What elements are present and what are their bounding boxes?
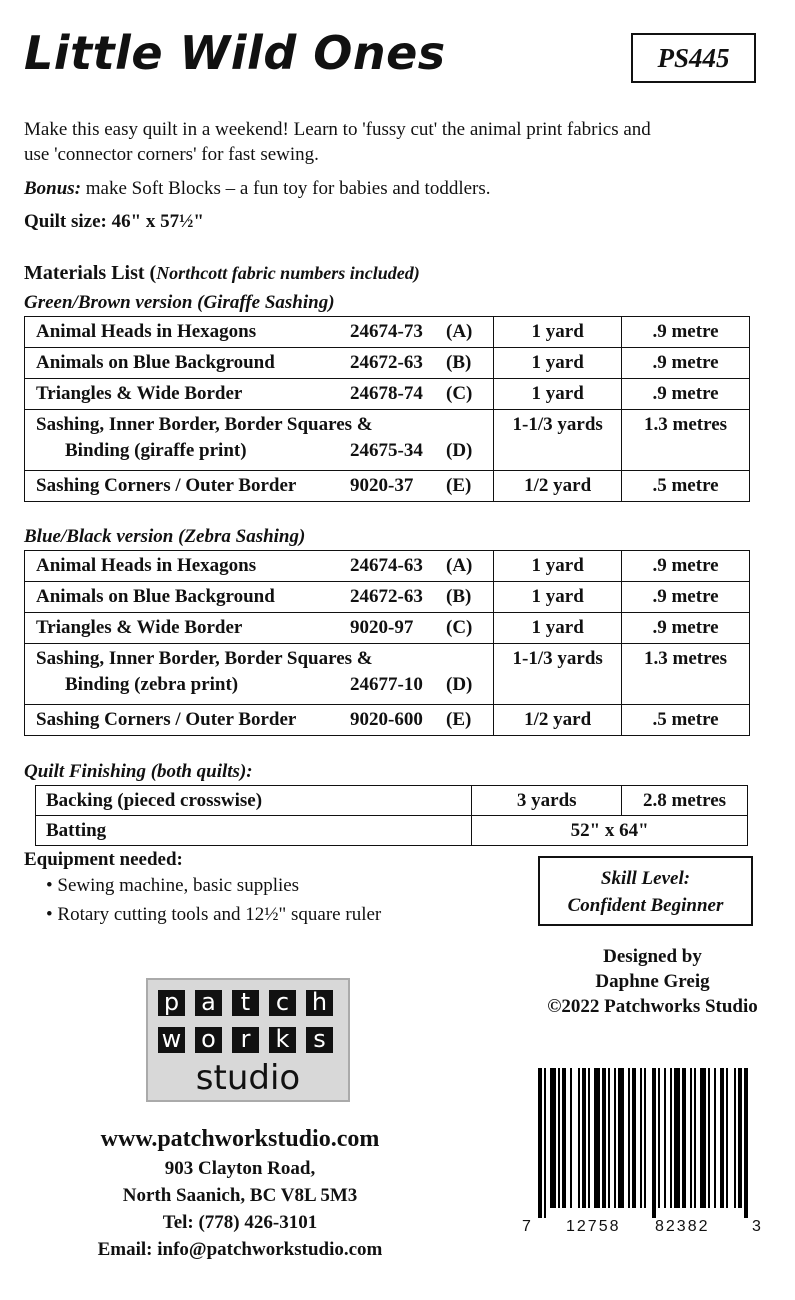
material-name: Animal Heads in Hexagons <box>36 555 257 576</box>
barcode-bar <box>734 1068 736 1208</box>
equipment-item-text: Sewing machine, basic supplies <box>57 875 300 896</box>
fabric-letter: (D) <box>446 674 473 695</box>
bonus-label: Bonus: <box>24 178 82 199</box>
material-row <box>25 582 750 613</box>
materials-heading-note: Northcott fabric numbers included) <box>156 263 420 283</box>
batting-size: 52" x 64" <box>472 816 748 846</box>
material-name-cell <box>25 644 494 705</box>
fabric-letter: (E) <box>446 709 472 730</box>
barcode-bar <box>632 1068 636 1208</box>
material-name: Triangles & Wide Border <box>36 383 243 404</box>
material-name: Animal Heads in Hexagons <box>36 321 257 342</box>
barcode-bar <box>558 1068 560 1208</box>
email-link[interactable]: Email: info@patchworkstudio.com <box>97 1239 383 1260</box>
batting-cell <box>36 816 472 846</box>
logo-letter-tile: h <box>306 990 333 1016</box>
fabric-letter: (D) <box>446 440 473 461</box>
skill-level-value: Confident Beginner <box>567 895 724 916</box>
finishing-table <box>35 785 748 846</box>
equipment-item: • Rotary cutting tools and 12½" square ruler <box>46 904 382 925</box>
material-row <box>25 410 750 471</box>
materials-heading <box>24 262 420 285</box>
yards-cell: 1/2 yard <box>494 471 622 502</box>
material-name-cell <box>25 379 494 410</box>
page-title: Little Wild Ones <box>24 26 446 80</box>
quilt-size: Quilt size: 46" x 57½" <box>24 211 204 232</box>
backing-metres: 2.8 metres <box>622 786 748 816</box>
metres-cell: .9 metre <box>622 317 750 348</box>
barcode-digits-2: 12758 <box>566 1218 621 1235</box>
yards-cell: 1 yard <box>494 348 622 379</box>
green-version-label: Green/Brown version (Giraffe Sashing) <box>24 292 335 313</box>
equipment-heading: Equipment needed: <box>24 849 183 870</box>
material-name-cell <box>25 551 494 582</box>
material-row <box>25 551 750 582</box>
yards-cell: 1 yard <box>494 613 622 644</box>
equipment-list <box>46 875 381 933</box>
intro-line-2: use 'connector corners' for fast sewing. <box>24 144 319 165</box>
material-name-cell <box>25 705 494 736</box>
material-row <box>25 471 750 502</box>
logo-letter-tile: r <box>232 1027 259 1053</box>
barcode-bar <box>628 1068 630 1208</box>
metres-cell: .9 metre <box>622 379 750 410</box>
barcode-bar <box>578 1068 580 1208</box>
logo-letter-tile: t <box>232 990 259 1016</box>
finishing-label: Quilt Finishing (both quilts): <box>24 761 253 782</box>
fabric-number: 9020-97 <box>350 617 414 638</box>
backing-yards: 3 yards <box>472 786 622 816</box>
bonus-text: make Soft Blocks – a fun toy for babies and toddlers. <box>81 178 491 199</box>
barcode-bar <box>652 1068 656 1218</box>
material-row <box>25 705 750 736</box>
fabric-number: 24675-34 <box>350 440 423 461</box>
address-line-2: North Saanich, BC V8L 5M3 <box>122 1185 358 1206</box>
telephone: Tel: (778) 426-3101 <box>162 1212 318 1233</box>
bonus-line <box>24 176 491 201</box>
barcode-bar <box>570 1068 572 1208</box>
logo-letter-tile: w <box>158 1027 185 1053</box>
material-name-cell <box>25 471 494 502</box>
barcode-bar <box>682 1068 686 1208</box>
logo-letter-tile: p <box>158 990 185 1016</box>
blue-version-label: Blue/Black version (Zebra Sashing) <box>24 526 306 547</box>
credits <box>520 944 785 1019</box>
equipment-item: • Sewing machine, basic supplies <box>46 875 300 896</box>
barcode-bar <box>602 1068 606 1208</box>
metres-cell: .9 metre <box>622 551 750 582</box>
barcode-bar <box>700 1068 706 1208</box>
barcode-bar <box>594 1068 600 1208</box>
barcode-bar <box>562 1068 566 1208</box>
fabric-letter: (C) <box>446 617 473 638</box>
barcode-bar <box>640 1068 642 1208</box>
barcode-bar <box>720 1068 724 1208</box>
green-materials-table <box>24 316 750 502</box>
skill-level-box <box>538 856 753 926</box>
metres-cell: .9 metre <box>622 613 750 644</box>
barcode-digit-1: 7 <box>522 1218 531 1235</box>
material-name-cell <box>25 582 494 613</box>
barcode-bar <box>582 1068 586 1208</box>
equipment-item-text: Rotary cutting tools and 12½" square ruler <box>57 904 382 925</box>
material-row <box>25 644 750 705</box>
barcode-bar <box>664 1068 666 1208</box>
material-name: Sashing, Inner Border, Border Squares & <box>36 648 373 669</box>
metres-cell: .9 metre <box>622 582 750 613</box>
barcode-bar <box>694 1068 696 1208</box>
logo-word: studio <box>195 1058 301 1098</box>
metres-cell: 1.3 metres <box>622 644 750 705</box>
barcode-bar <box>670 1068 672 1208</box>
materials-heading-text: Materials List ( <box>24 262 157 284</box>
barcode-bar <box>714 1068 716 1208</box>
metres-cell: 1.3 metres <box>622 410 750 471</box>
designed-by: Designed by <box>603 946 702 967</box>
fabric-number: 24672-63 <box>350 586 423 607</box>
barcode-bar <box>726 1068 728 1208</box>
fabric-number: 24677-10 <box>350 674 423 695</box>
barcode <box>520 1068 766 1248</box>
fabric-number: 24672-63 <box>350 352 423 373</box>
material-name-cont: Binding (giraffe print) <box>65 440 247 461</box>
fabric-number: 24674-73 <box>350 321 423 342</box>
barcode-digit-4: 3 <box>752 1218 761 1235</box>
contact-block <box>40 1123 440 1263</box>
logo-letter-tile: k <box>269 1027 296 1053</box>
barcode-bar <box>674 1068 680 1208</box>
material-name-cell <box>25 613 494 644</box>
fabric-number: 9020-37 <box>350 475 414 496</box>
logo-letter-tile: s <box>306 1027 333 1053</box>
material-row <box>25 317 750 348</box>
fabric-number: 9020-600 <box>350 709 423 730</box>
designer-name: Daphne Greig <box>595 971 710 992</box>
material-name: Triangles & Wide Border <box>36 617 243 638</box>
yards-cell: 1/2 yard <box>494 705 622 736</box>
backing-label: Backing (pieced crosswise) <box>46 790 263 811</box>
batting-label: Batting <box>46 820 107 841</box>
barcode-bar <box>550 1068 556 1208</box>
material-name: Animals on Blue Background <box>36 586 275 607</box>
yards-cell: 1 yard <box>494 582 622 613</box>
material-row <box>25 348 750 379</box>
logo-letter-tile: o <box>195 1027 222 1053</box>
barcode-bar <box>658 1068 660 1208</box>
patchworks-studio-logo <box>146 978 350 1102</box>
barcode-bar <box>708 1068 710 1208</box>
pattern-code: PS445 <box>631 33 756 83</box>
copyright: ©2022 Patchworks Studio <box>547 996 758 1017</box>
material-name-cell <box>25 317 494 348</box>
yards-cell: 1 yard <box>494 551 622 582</box>
yards-cell: 1 yard <box>494 317 622 348</box>
fabric-letter: (C) <box>446 383 473 404</box>
fabric-letter: (A) <box>446 321 473 342</box>
material-row <box>25 613 750 644</box>
yards-cell: 1-1/3 yards <box>494 644 622 705</box>
blue-materials-table <box>24 550 750 736</box>
barcode-bar <box>614 1068 616 1208</box>
barcode-bar <box>690 1068 692 1208</box>
metres-cell: .5 metre <box>622 471 750 502</box>
metres-cell: .9 metre <box>622 348 750 379</box>
barcode-bar <box>588 1068 590 1208</box>
backing-cell <box>36 786 472 816</box>
logo-letter-tile: c <box>269 990 296 1016</box>
barcode-digits-3: 82382 <box>655 1218 710 1235</box>
yards-cell: 1-1/3 yards <box>494 410 622 471</box>
material-name-cell <box>25 410 494 471</box>
fabric-number: 24678-74 <box>350 383 423 404</box>
fabric-letter: (B) <box>446 586 472 607</box>
barcode-bar <box>644 1068 646 1208</box>
fabric-letter: (A) <box>446 555 473 576</box>
barcode-bar <box>608 1068 610 1208</box>
barcode-bar <box>738 1068 742 1208</box>
yards-cell: 1 yard <box>494 379 622 410</box>
intro-paragraph <box>24 117 651 167</box>
fabric-letter: (E) <box>446 475 472 496</box>
skill-level-label: Skill Level: <box>600 868 691 889</box>
website-link[interactable]: www.patchworkstudio.com <box>100 1126 380 1152</box>
barcode-bar <box>544 1068 546 1218</box>
material-name: Sashing Corners / Outer Border <box>36 709 297 730</box>
intro-line-1: Make this easy quilt in a weekend! Learn to 'fussy cut' the animal print fabrics and <box>24 119 651 140</box>
material-name-cell <box>25 348 494 379</box>
barcode-bar <box>744 1068 748 1218</box>
material-name: Animals on Blue Background <box>36 352 275 373</box>
material-name: Sashing Corners / Outer Border <box>36 475 297 496</box>
logo-letter-tile: a <box>195 990 222 1016</box>
address-line-1: 903 Clayton Road, <box>164 1158 316 1179</box>
barcode-bar <box>618 1068 624 1208</box>
barcode-bar <box>538 1068 542 1218</box>
barcode-bars <box>520 1068 766 1218</box>
fabric-letter: (B) <box>446 352 472 373</box>
material-name: Sashing, Inner Border, Border Squares & <box>36 414 373 435</box>
metres-cell: .5 metre <box>622 705 750 736</box>
material-row <box>25 379 750 410</box>
material-name-cont: Binding (zebra print) <box>65 674 239 695</box>
fabric-number: 24674-63 <box>350 555 423 576</box>
